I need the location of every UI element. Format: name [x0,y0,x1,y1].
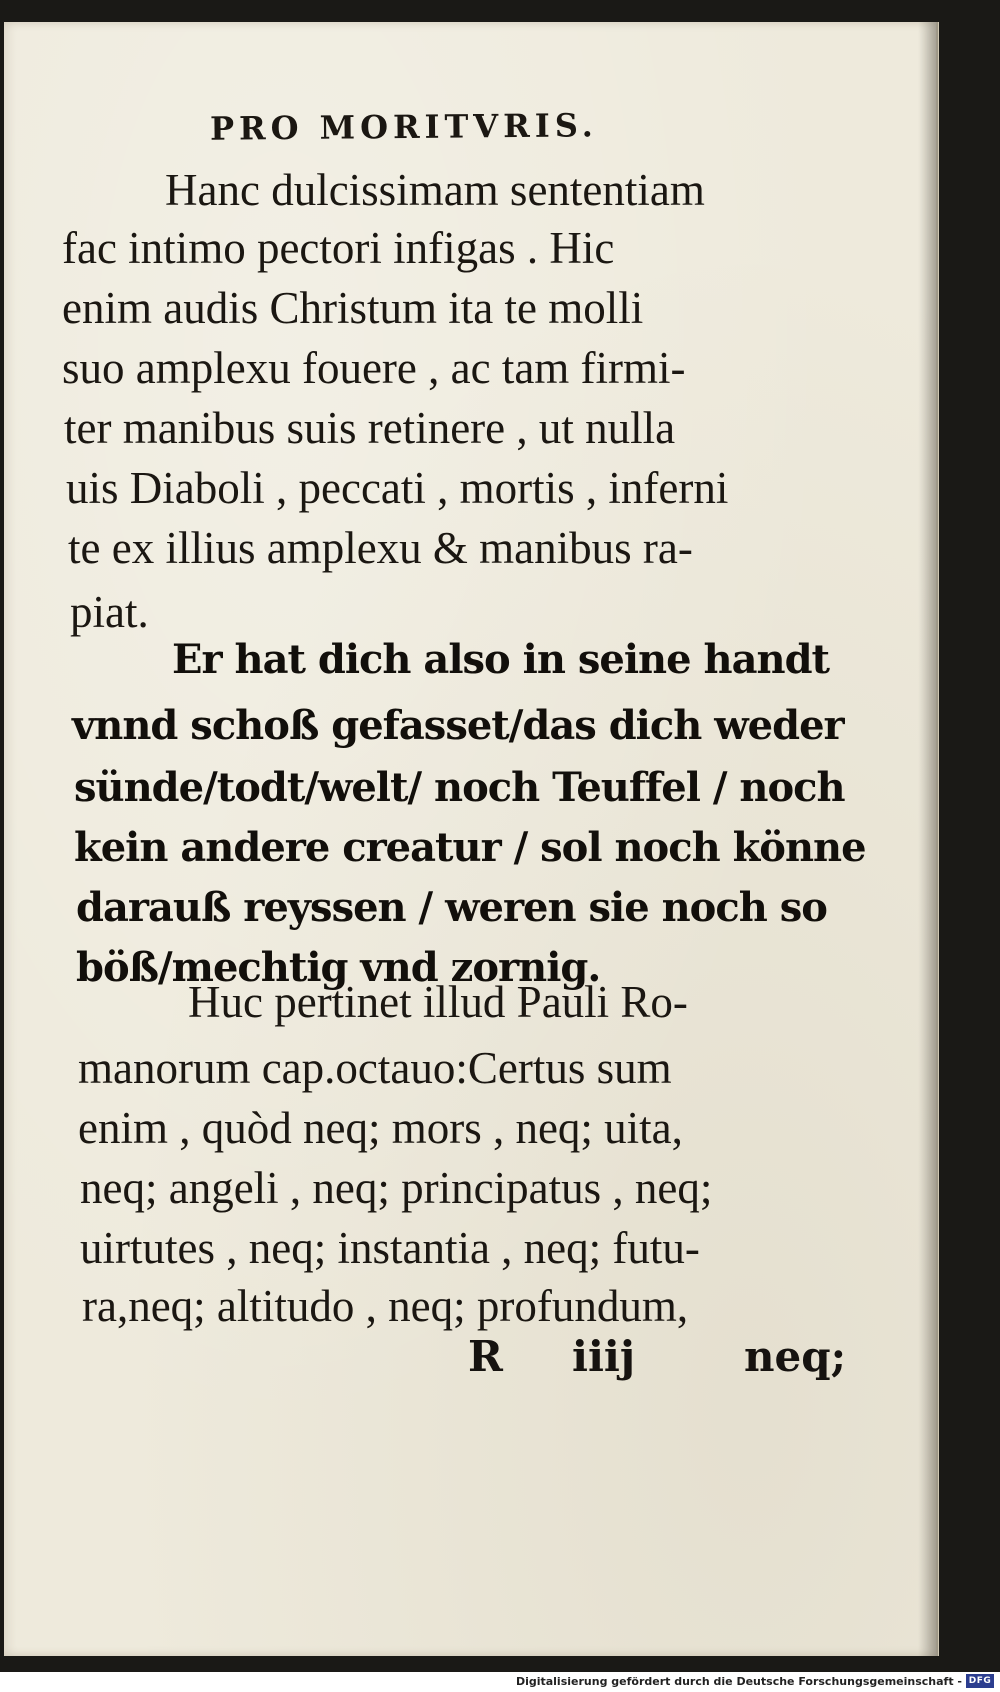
text-line: fac intimo pectori infigas . Hic [62,223,615,273]
text-line-german: böß/mechtig vnd zornig. [76,944,601,991]
text-line: ra,neq; altitudo , neq; profundum, [82,1281,689,1331]
text-line: suo amplexu fouere , ac tam firmi- [62,343,686,393]
text-line: neq; angeli , neq; principatus , neq; [80,1163,713,1213]
text-line: piat. [70,587,149,637]
text-line: ter manibus suis retinere , ut nulla [64,403,676,453]
catchword: neq; [744,1332,847,1381]
signature-number: iiij [572,1332,636,1381]
text-line: Huc pertinet illud Pauli Ro- [188,977,688,1027]
text-line: uis Diaboli , peccati , mortis , inferni [66,463,729,513]
text-line-german: darauß reyssen / weren sie noch so [76,884,827,931]
text-line-german: kein andere creatur / sol noch könne [74,824,866,871]
signature-mark: R [468,1332,503,1381]
text-line-german: vnnd schoß gefasset/das dich weder [72,702,844,749]
text-line: Hanc dulcissimam sententiam [165,165,705,215]
text-line: manorum cap.octauo:Certus sum [78,1043,672,1093]
dfg-logo-icon: DFG [966,1674,994,1688]
spine-shadow [918,22,938,1656]
running-head: PRO MORITVRIS. [209,106,599,148]
text-line: enim audis Christum ita te molli [62,283,644,333]
footer-credit: Digitalisierung gefördert durch die Deutsche Forschungsgemeinschaft - [515,1675,962,1688]
text-line: enim , quòd neq; mors , neq; uita, [78,1103,683,1153]
text-line: te ex illius amplexu & manibus ra- [68,523,693,573]
text-line: uirtutes , neq; instantia , neq; futu- [80,1223,700,1273]
text-line-german: Er hat dich also in seine handt [172,636,830,683]
text-line-german: sünde/todt/welt/ noch Teuffel / noch [74,764,845,811]
